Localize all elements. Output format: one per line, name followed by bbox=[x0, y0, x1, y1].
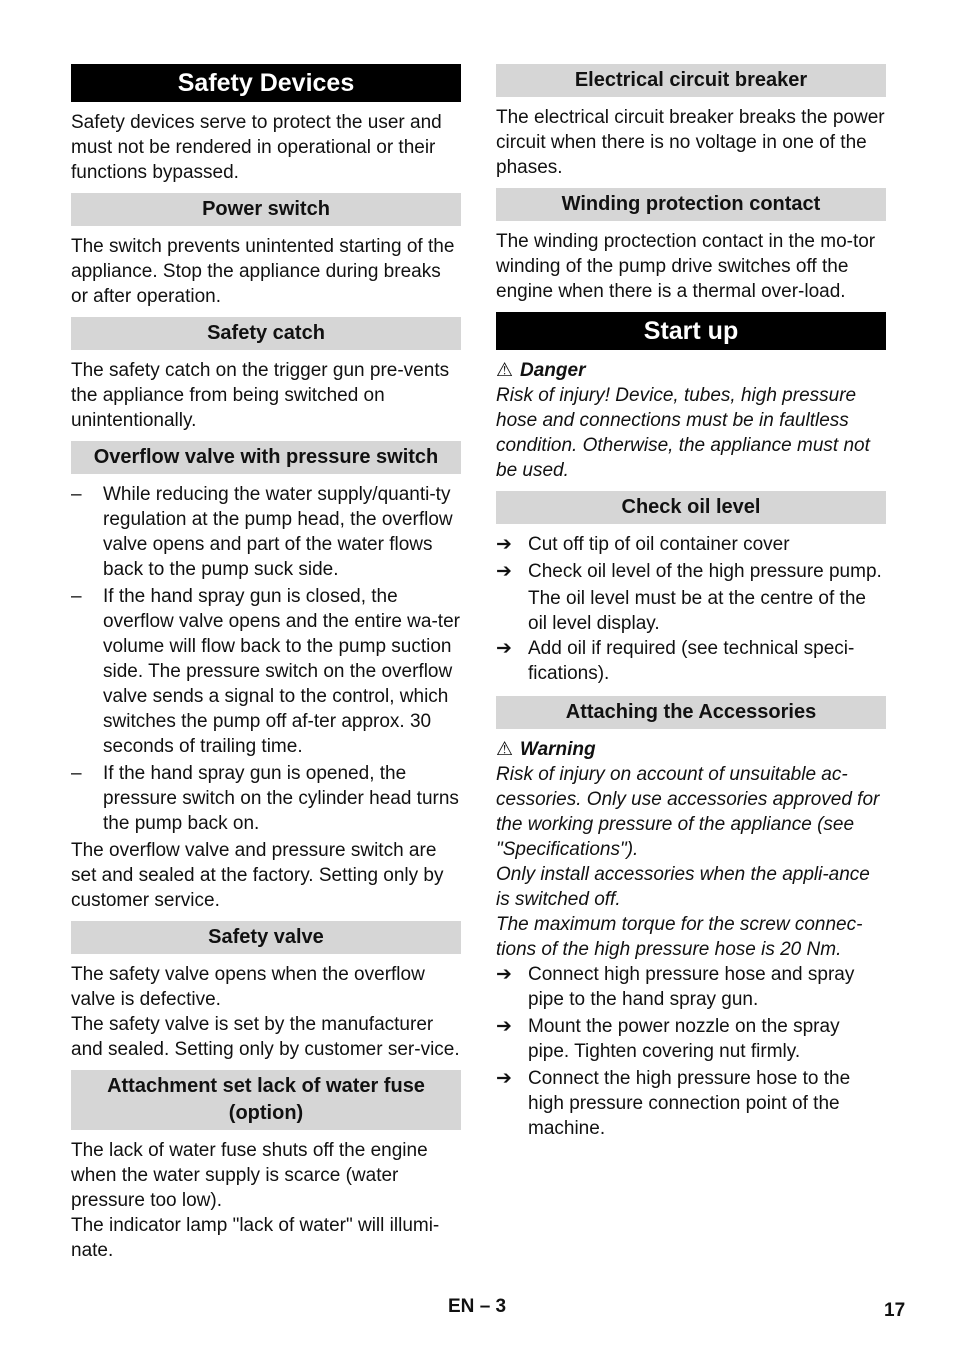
circuit-breaker-text: The electrical circuit breaker breaks the power circuit when there is no voltage in one of the phases. bbox=[496, 107, 885, 178]
warning-text-1: Risk of injury on account of unsuitable ac-cessories. Only use accessories approved for the working pressure of the appliance (see "Specifications"). bbox=[496, 764, 880, 860]
overflow-valve-text: The overflow valve and pressure switch are set and sealed at the factory. Setting only by customer service. bbox=[71, 840, 444, 911]
section-title-start-up: Start up bbox=[496, 312, 886, 350]
footer-section-label: EN – 3 bbox=[448, 1296, 507, 1317]
heading-circuit-breaker: Electrical circuit breaker bbox=[496, 64, 886, 97]
attachment-set-text-2: The indicator lamp "lack of water" will illumi-nate. bbox=[71, 1215, 440, 1261]
section-title-safety-devices: Safety Devices bbox=[71, 64, 461, 102]
heading-attachment-set: Attachment set lack of water fuse (option) bbox=[71, 1070, 461, 1130]
list-item: ➔ Connect the high pressure hose to the high pressure connection point of the machine. bbox=[496, 1068, 851, 1139]
danger-text: Risk of injury! Device, tubes, high pressure hose and connections must be in faultless condition. Otherwise, the appliance must not be used. bbox=[496, 385, 870, 481]
check-oil-list-2 bbox=[496, 636, 886, 686]
winding-protection-text: The winding proctection contact in the mo-tor winding of the pump drive switches off the engine when there is a thermal over-load. bbox=[496, 231, 876, 302]
dash-bullet: – bbox=[71, 763, 82, 784]
left-column bbox=[71, 64, 461, 1263]
arrow-right-icon: ➔ bbox=[496, 1068, 512, 1089]
heading-safety-catch: Safety catch bbox=[71, 317, 461, 350]
arrow-right-icon: ➔ bbox=[496, 964, 512, 985]
warning-triangle-icon: ⚠ bbox=[496, 739, 514, 760]
list-item: ➔ Connect high pressure hose and spray pipe to the hand spray gun. bbox=[496, 964, 855, 1010]
attachment-set-text-1: The lack of water fuse shuts off the engine when the water supply is scarce (water pressure too low). bbox=[71, 1140, 428, 1211]
safety-devices-text: Safety devices serve to protect the user and must not be rendered in operational or their functions bypassed. bbox=[71, 112, 442, 183]
list-item: – While reducing the water supply/quanti-ty regulation at the pump head, the overflow valve opens and part of the water flows back to the pump suck side. bbox=[71, 484, 453, 580]
safety-valve-text-1: The safety valve opens when the overflow valve is defective. bbox=[71, 964, 425, 1010]
heading-safety-valve: Safety valve bbox=[71, 921, 461, 954]
power-switch-text: The switch prevents unintented starting of the appliance. Stop the appliance during breaks or after operation. bbox=[71, 236, 455, 307]
accessories-list bbox=[496, 962, 886, 1141]
warning-text-3: The maximum torque for the screw connec-tions of the high pressure hose is 20 Nm. bbox=[496, 914, 863, 960]
list-item: ➔ Cut off tip of oil container cover bbox=[496, 534, 790, 555]
check-oil-note: The oil level must be at the centre of the oil level display. bbox=[528, 588, 866, 634]
check-oil-list bbox=[496, 532, 886, 584]
list-item: – If the hand spray gun is opened, the pressure switch on the cylinder head turns the pump back on. bbox=[71, 763, 459, 834]
warning-text-2: Only install accessories when the appli-ance is switched off. bbox=[496, 864, 870, 910]
page-number: 17 bbox=[884, 1300, 906, 1321]
warning-triangle-icon: ⚠ bbox=[496, 360, 514, 381]
warning-heading: ⚠ Warning bbox=[496, 739, 596, 760]
heading-winding-protection: Winding protection contact bbox=[496, 188, 886, 221]
heading-check-oil: Check oil level bbox=[496, 491, 886, 524]
list-item: ➔ Check oil level of the high pressure pump. bbox=[496, 561, 882, 582]
heading-accessories: Attaching the Accessories bbox=[496, 696, 886, 729]
list-item: ➔ Add oil if required (see technical speci-fications). bbox=[496, 638, 855, 684]
heading-power-switch: Power switch bbox=[71, 193, 461, 226]
arrow-right-icon: ➔ bbox=[496, 561, 512, 582]
overflow-valve-list bbox=[71, 482, 461, 836]
list-item: – If the hand spray gun is closed, the overflow valve opens and the entire wa-ter volume will flow back to the pump suction side. The pressure switch on the overflow valve sends a signal to the control, which switches the pump off af-ter approx. 30 seconds of trailing time. bbox=[71, 586, 460, 757]
heading-overflow-valve: Overflow valve with pressure switch bbox=[71, 441, 461, 474]
dash-bullet: – bbox=[71, 586, 82, 607]
arrow-right-icon: ➔ bbox=[496, 534, 512, 555]
safety-catch-text: The safety catch on the trigger gun pre-vents the appliance from being switched on unintentionally. bbox=[71, 360, 450, 431]
safety-valve-text-2: The safety valve is set by the manufacturer and sealed. Setting only by customer ser-vice. bbox=[71, 1014, 460, 1060]
arrow-right-icon: ➔ bbox=[496, 1016, 512, 1037]
list-item: ➔ Mount the power nozzle on the spray pipe. Tighten covering nut firmly. bbox=[496, 1016, 840, 1062]
arrow-right-icon: ➔ bbox=[496, 638, 512, 659]
danger-heading: ⚠ Danger bbox=[496, 360, 586, 381]
right-column bbox=[496, 64, 886, 1143]
dash-bullet: – bbox=[71, 484, 82, 505]
